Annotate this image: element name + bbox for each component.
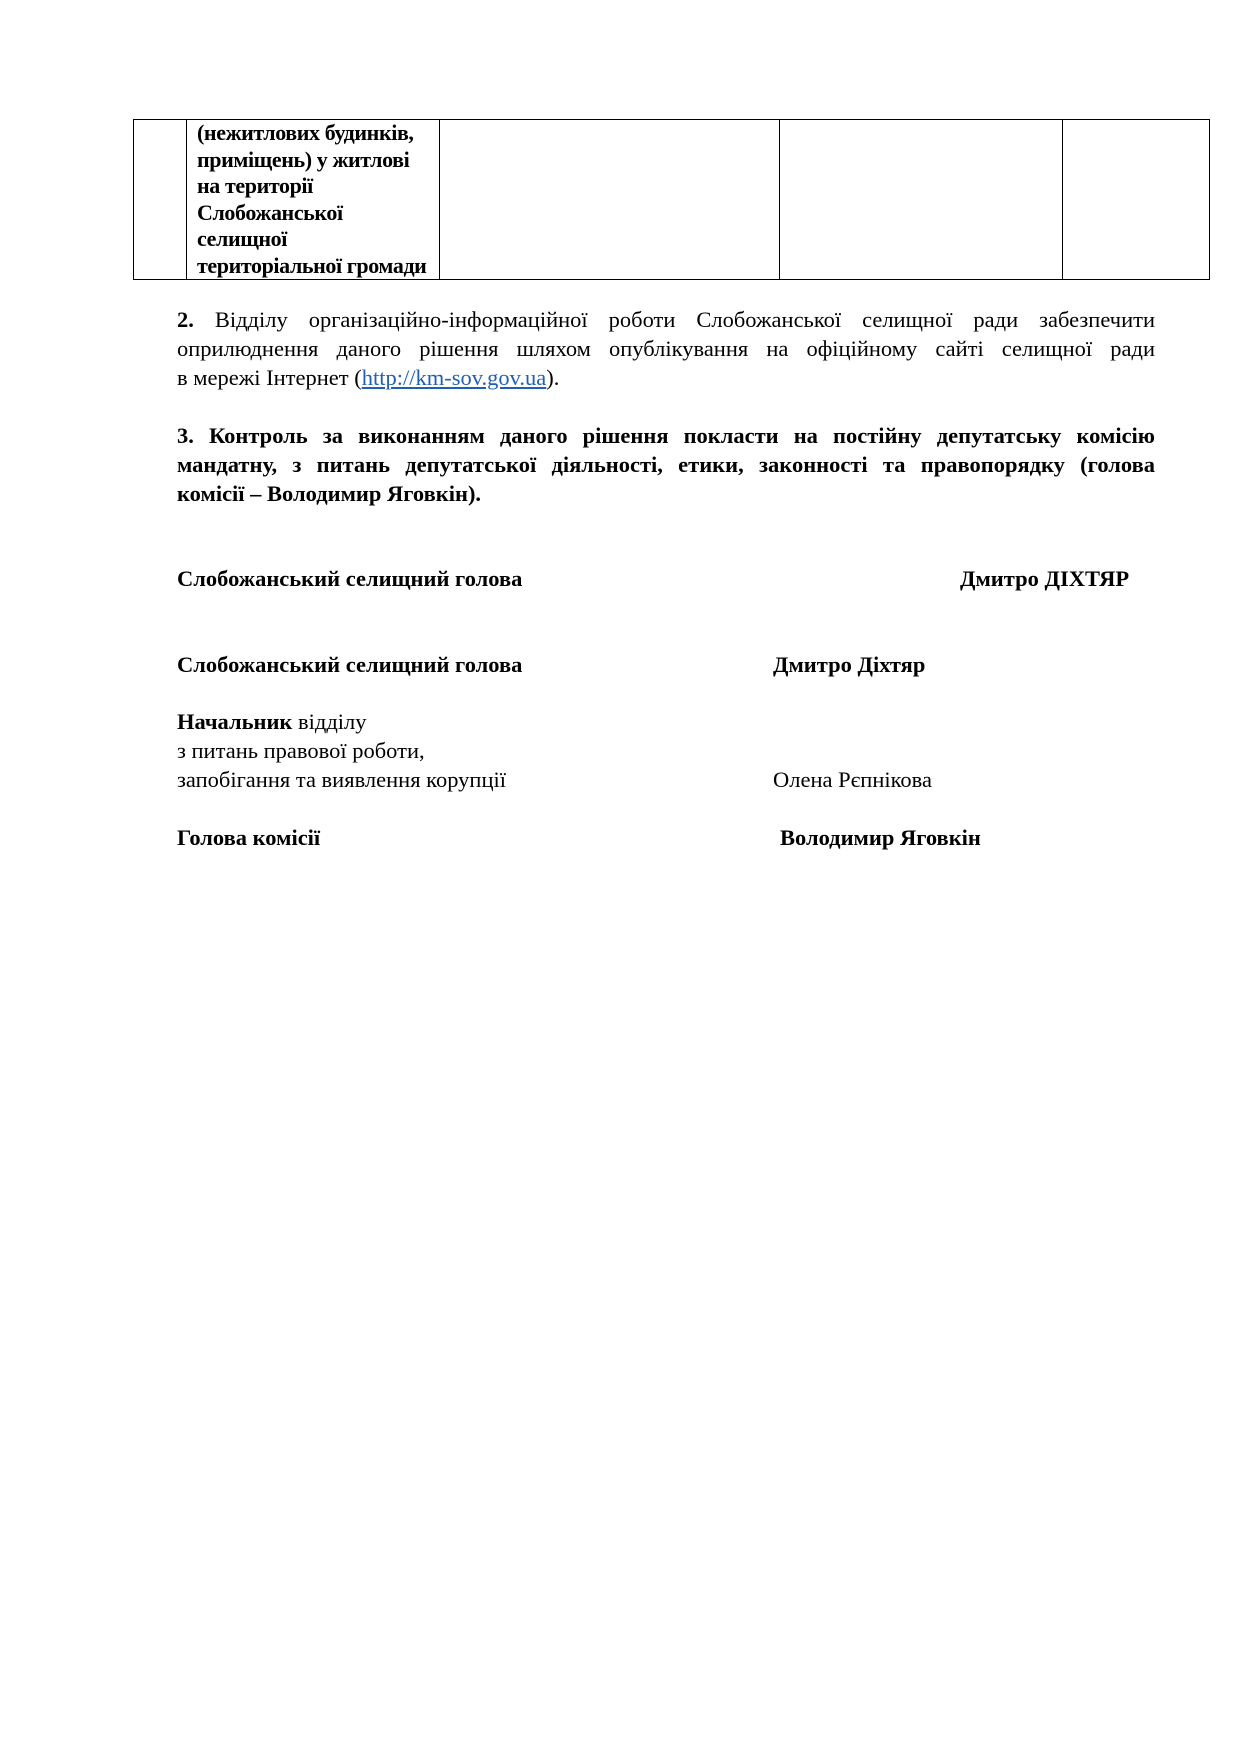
cell-description-text	[187, 120, 439, 279]
paragraph-3-line-1: 3. Контроль за виконанням даного рішення покласти на постійну депутатську комісію	[177, 423, 1155, 448]
table-cell-empty	[1063, 120, 1210, 280]
table-cell-empty	[780, 120, 1063, 280]
dept-title-line-1	[177, 707, 506, 736]
cell-line: територіальної громади	[197, 252, 427, 278]
dept-title-bold: Начальник	[177, 709, 293, 734]
cell-line: на території	[197, 173, 313, 198]
paragraph-3	[177, 421, 1155, 508]
commission-title: Голова комісії	[177, 825, 321, 850]
dept-name: Олена Рєпнікова	[773, 767, 932, 792]
table-cell-empty	[440, 120, 780, 280]
dept-title-rest: відділу	[292, 709, 367, 734]
table-cell-number	[134, 120, 187, 280]
paragraph-2-line1-text: Відділу організаційно-інформаційної роботи Слобожанської селищної ради забезпечити	[214, 307, 1155, 332]
dept-title-line-3: запобігання та виявлення корупції	[177, 767, 506, 792]
head-name-2: Дмитро Діхтяр	[773, 652, 926, 677]
paragraph-2-line-1	[177, 305, 1155, 334]
cell-line: Слобожанської	[197, 199, 343, 225]
paragraph-2	[177, 305, 1155, 392]
paragraph-2-line-2: оприлюднення даного рішення шляхом опублікування на офіційному сайті селищної ради	[177, 336, 1155, 361]
dept-title-line-2: з питань правової роботи,	[177, 738, 425, 763]
cell-line: селищної	[197, 226, 287, 251]
head-title-1: Слобожанський селищний голова	[177, 566, 523, 591]
table-cell-description	[187, 120, 440, 280]
head-title-2: Слобожанський селищний голова	[177, 652, 523, 677]
dept-title	[177, 707, 506, 794]
paragraph-2-number: 2.	[177, 307, 194, 332]
resolution-table	[133, 119, 1210, 280]
paragraph-3-line-2: мандатну, з питань депутатської діяльності, етики, законності та правопорядку (голова	[177, 452, 1155, 477]
paragraph-2-line3-suffix: ).	[546, 365, 560, 390]
cell-line: приміщень) у житлові	[197, 146, 410, 172]
paragraph-2-line3-prefix: в мережі Інтернет (	[177, 365, 362, 390]
table-row	[134, 120, 1210, 280]
commission-name: Володимир Яговкін	[780, 825, 981, 850]
paragraph-3-line-3: комісії – Володимир Яговкін).	[177, 481, 482, 506]
head-name-1: Дмитро ДІХТЯР	[960, 566, 1130, 591]
paragraph-2-line-3	[177, 363, 1155, 392]
website-link[interactable]: http://km-sov.gov.ua	[361, 365, 547, 390]
cell-line: (нежитлових будинків,	[197, 120, 414, 145]
